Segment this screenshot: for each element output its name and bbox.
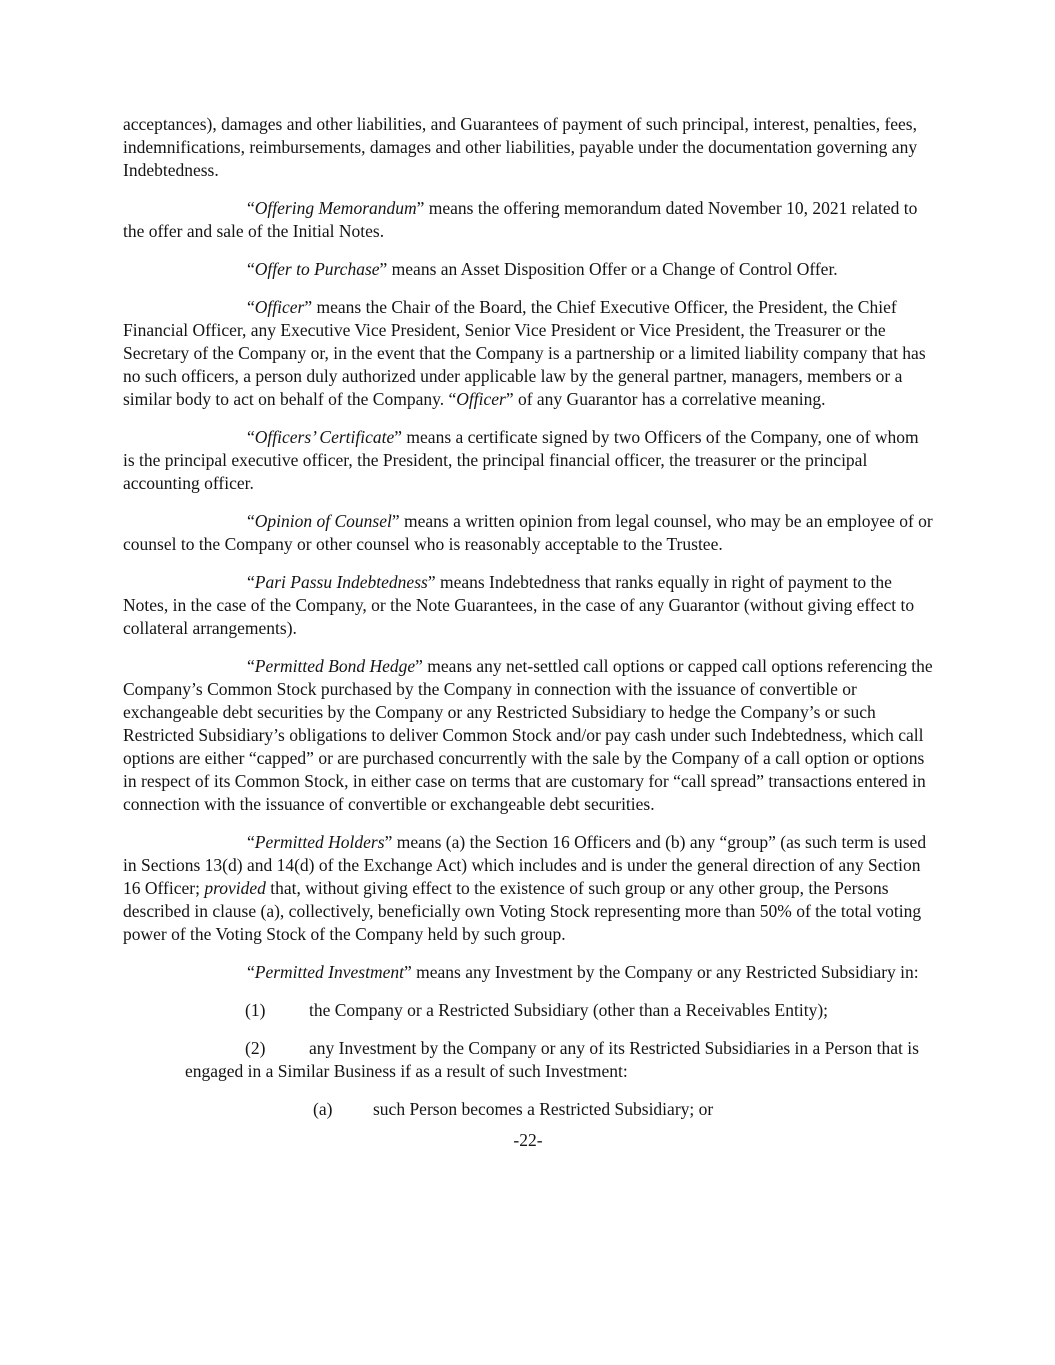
defined-term: Permitted Holders [254, 832, 385, 852]
text-run: “ [247, 297, 255, 317]
list-item [123, 1098, 933, 1121]
text-run: ” means a written opinion from legal counsel, who may be an employee of or counsel to the Company or other counsel who is reasonably acceptable to the Trustee. [123, 511, 933, 554]
text-run: ” means (a) the Section 16 Officers and (b) any “group” (as such term is used in Sections 13(d) and 14(d) of the Exchange Act) which includes and is under the general direction of any Section 16 Officer; [123, 832, 927, 898]
defined-term: Permitted Bond Hedge [254, 656, 416, 676]
defined-term: Offer to Purchase [254, 259, 380, 279]
paragraph [123, 510, 933, 556]
text-run: ” means a certificate signed by two Officers of the Company, one of whom is the principal executive officer, the President, the principal financial officer, the treasurer or the principal accounting officer. [123, 427, 919, 493]
document-content [123, 113, 933, 1152]
defined-term: Opinion of Counsel [254, 511, 392, 531]
text-run: that, without giving effect to the existence of such group or any other group, the Persons described in clause (a), collectively, beneficially own Voting Stock representing more than 50% of the total voting power of the Voting Stock of the Company held by such group. [123, 878, 922, 944]
text-run: “ [247, 656, 255, 676]
paragraph [123, 571, 933, 640]
text-run: “ [247, 962, 255, 982]
text-run: “ [247, 511, 255, 531]
text-run: “ [247, 198, 255, 218]
defined-term: Officers’ Certificate [254, 427, 395, 447]
paragraph [123, 113, 933, 182]
paragraph [123, 197, 933, 243]
text-run: ” means an Asset Disposition Offer or a Change of Control Offer. [379, 259, 838, 279]
document-body [123, 113, 933, 1121]
paragraph [123, 258, 933, 281]
defined-term: Officer [456, 389, 506, 409]
defined-term: provided [204, 878, 266, 898]
list-item [123, 999, 933, 1022]
text-run: the Company or a Restricted Subsidiary (other than a Receivables Entity); [309, 1000, 829, 1020]
paragraph [123, 296, 933, 411]
text-run: “ [247, 259, 255, 279]
defined-term: Officer [254, 297, 305, 317]
text-run: ” means Indebtedness that ranks equally in right of payment to the Notes, in the case of the Company, or the Note Guarantees, in the case of any Guarantor (without giving effect to collateral arrangements). [123, 572, 915, 638]
defined-term: Permitted Investment [254, 962, 404, 982]
text-run: ” means the Chair of the Board, the Chief Executive Officer, the President, the Chief Financial Officer, any Executive Vice President, Senior Vice President or Vice President, the Treasurer or the Secretary of the Company or, in the event that the Company is a partnership or a limited liability company that has no such officers, a person duly authorized under applicable law by the general partner, managers, members or a similar body to act on behalf of the Company. “ [123, 297, 926, 409]
list-item-number: (1) [245, 1000, 266, 1020]
text-run: ” means any Investment by the Company or any Restricted Subsidiary in: [403, 962, 919, 982]
list-item-number: (a) [313, 1099, 333, 1119]
list-item-number: (2) [245, 1038, 266, 1058]
text-run: “ [247, 572, 255, 592]
paragraph [123, 961, 933, 984]
page-number: -22- [513, 1130, 543, 1150]
list-item [123, 1037, 933, 1083]
text-run: ” of any Guarantor has a correlative meaning. [505, 389, 826, 409]
text-run: ” means the offering memorandum dated November 10, 2021 related to the offer and sale of the Initial Notes. [123, 198, 918, 241]
defined-term: Pari Passu Indebtedness [254, 572, 428, 592]
paragraph [123, 831, 933, 946]
text-run: such Person becomes a Restricted Subsidiary; or [373, 1099, 714, 1119]
paragraph [123, 426, 933, 495]
defined-term: Offering Memorandum [254, 198, 417, 218]
paragraph [123, 655, 933, 816]
text-run: “ [247, 832, 255, 852]
text-run: “ [247, 427, 255, 447]
text-run: acceptances), damages and other liabilities, and Guarantees of payment of such principal, interest, penalties, fees, indemnifications, reimbursements, damages and other liabilities, payable under the documentation governing any Indebtedness. [123, 114, 918, 180]
text-run: any Investment by the Company or any of its Restricted Subsidiaries in a Person that is engaged in a Similar Business if as a result of such Investment: [185, 1038, 919, 1081]
text-run: ” means any net-settled call options or capped call options referencing the Company’s Common Stock purchased by the Company in connection with the issuance of convertible or exchangeable debt securities by the Company or any Restricted Subsidiary to hedge the Company’s or such Restricted Subsidiary’s obligations to deliver Common Stock and/or pay cash under such Indebtedness, which call options are either “capped” or are purchased concurrently with the sale by the Company of a call option or options in respect of its Common Stock, in either case on terms that are customary for “call spread” transactions entered in connection with the issuance of convertible or exchangeable debt securities. [123, 656, 933, 814]
